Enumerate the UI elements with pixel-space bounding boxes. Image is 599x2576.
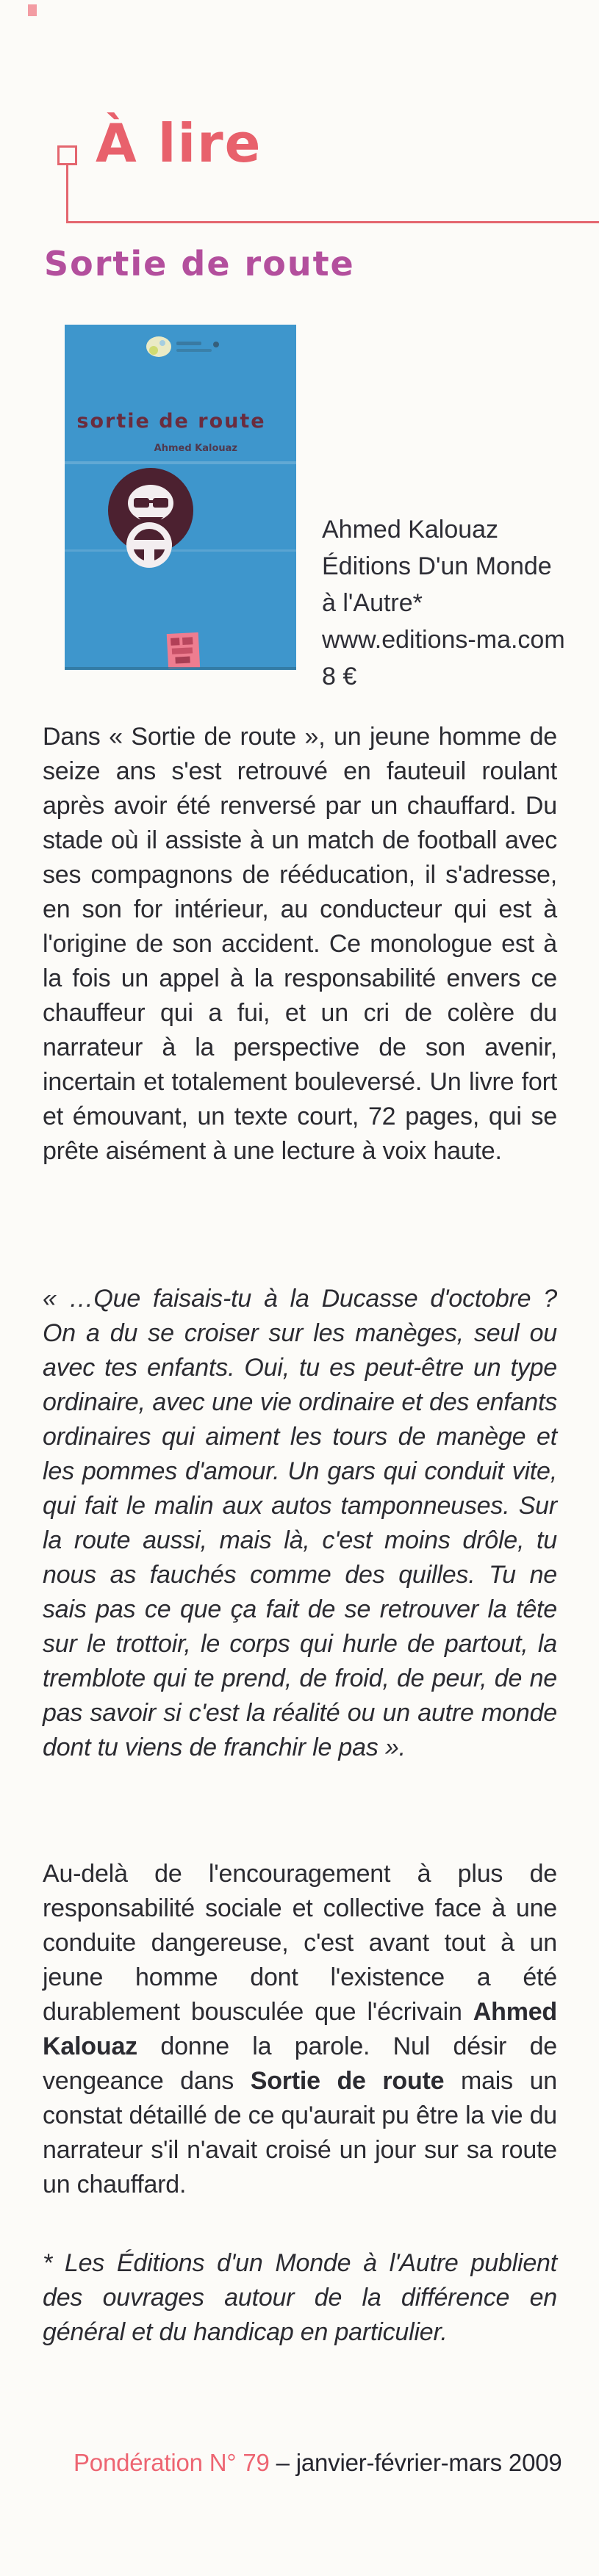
- steering-wheel-icon: [126, 522, 172, 568]
- cover-title: sortie de route: [76, 410, 266, 433]
- book-price: 8 €: [322, 663, 357, 690]
- book-title-bold: Sortie de route: [250, 2067, 445, 2095]
- cover-bottom-shadow: [65, 667, 296, 670]
- review-paragraph: Dans « Sortie de route », un jeune homme de seize ans s'est retrouvé en fauteuil roulant après avoir été renversé par un chauffard. Du stade où il assiste à un match de football avec ses compagnons de rééducation, il s'adresse, en son for intérieur, au conducteur qui est à l'origine de son accident. Ce monologue est à la fois un appel à la responsabilité envers ce chauffeur qui a fui, et un cri de colère du narrateur à la perspective de son avenir, incertain et totalement bouleversé. Un livre fort et émouvant, un texte court, 72 pages, qui se prête aisément à une lecture à voix haute.: [43, 723, 557, 1165]
- book-info-block: [322, 511, 587, 695]
- commentary-part1: Au-delà de l'encouragement à plus de responsabilité sociale et collective face à une conduite dangereuse, c'est avant tout à un jeune homme dont l'existence a été durablement bousculée que l'écrivain: [43, 1860, 557, 2026]
- scan-band: [65, 549, 296, 552]
- header-rule-vertical: [66, 165, 68, 223]
- issue-date: – janvier-février-mars 2009: [269, 2449, 562, 2476]
- commentary-part3: mais un constat détaillé de ce qu'aurait pu être la vie du narrateur s'il n'avait croisé un jour sur sa route un chauffard.: [43, 2067, 557, 2198]
- commentary-part2: donne la parole. Nul désir de vengeance dans: [43, 2032, 557, 2095]
- book-website: www.editions-ma.com: [322, 626, 565, 654]
- cover-author: Ahmed Kalouaz: [154, 443, 237, 454]
- author-name-bold: Ahmed Kalouaz: [43, 1998, 557, 2060]
- page-footer: [73, 2449, 562, 2477]
- book-publisher-line1: Éditions D'un Monde: [322, 552, 552, 580]
- price-stamp: [167, 632, 200, 669]
- header-rule-horizontal: [66, 221, 599, 223]
- book-quote-paragraph: « …Que faisais-tu à la Ducasse d'octobre ? On a du se croiser sur les manèges, seul ou avec tes enfants. Oui, tu es peut-être un type ordinaire, avec une vie ordinaire et des enfants ordinaires qui aiment les tours de manège et les pommes d'amour. Un gars qui conduit vite, qui fait le malin aux autos tamponneuses. Sur la route aussi, mais là, c'est moins drôle, tu nous as fauchés comme des quilles. Tu ne sais pas ce que ça fait de se retrouver la tête sur le trottoir, le corps qui hurle de partout, la tremblote qui te prend, de froid, de peur, de ne pas savoir si c'est la réalité ou un autre monde dont tu viens de franchir le pas ».: [43, 1285, 557, 1761]
- publisher-footnote: * Les Éditions d'un Monde à l'Autre publient des ouvrages autour de la différence en général et du handicap en particulier.: [43, 2249, 557, 2346]
- magazine-issue: Pondération N° 79: [73, 2449, 270, 2476]
- section-bullet-square: [57, 145, 77, 165]
- scan-band: [65, 461, 296, 464]
- book-author: Ahmed Kalouaz: [322, 516, 499, 544]
- book-publisher-line2: à l'Autre*: [322, 589, 423, 617]
- article-title: Sortie de route: [44, 244, 355, 284]
- scan-artifact-mark: [28, 4, 37, 16]
- commentary-paragraph: [43, 1857, 557, 2202]
- book-cover: [65, 325, 296, 670]
- section-label: À lire: [96, 112, 262, 174]
